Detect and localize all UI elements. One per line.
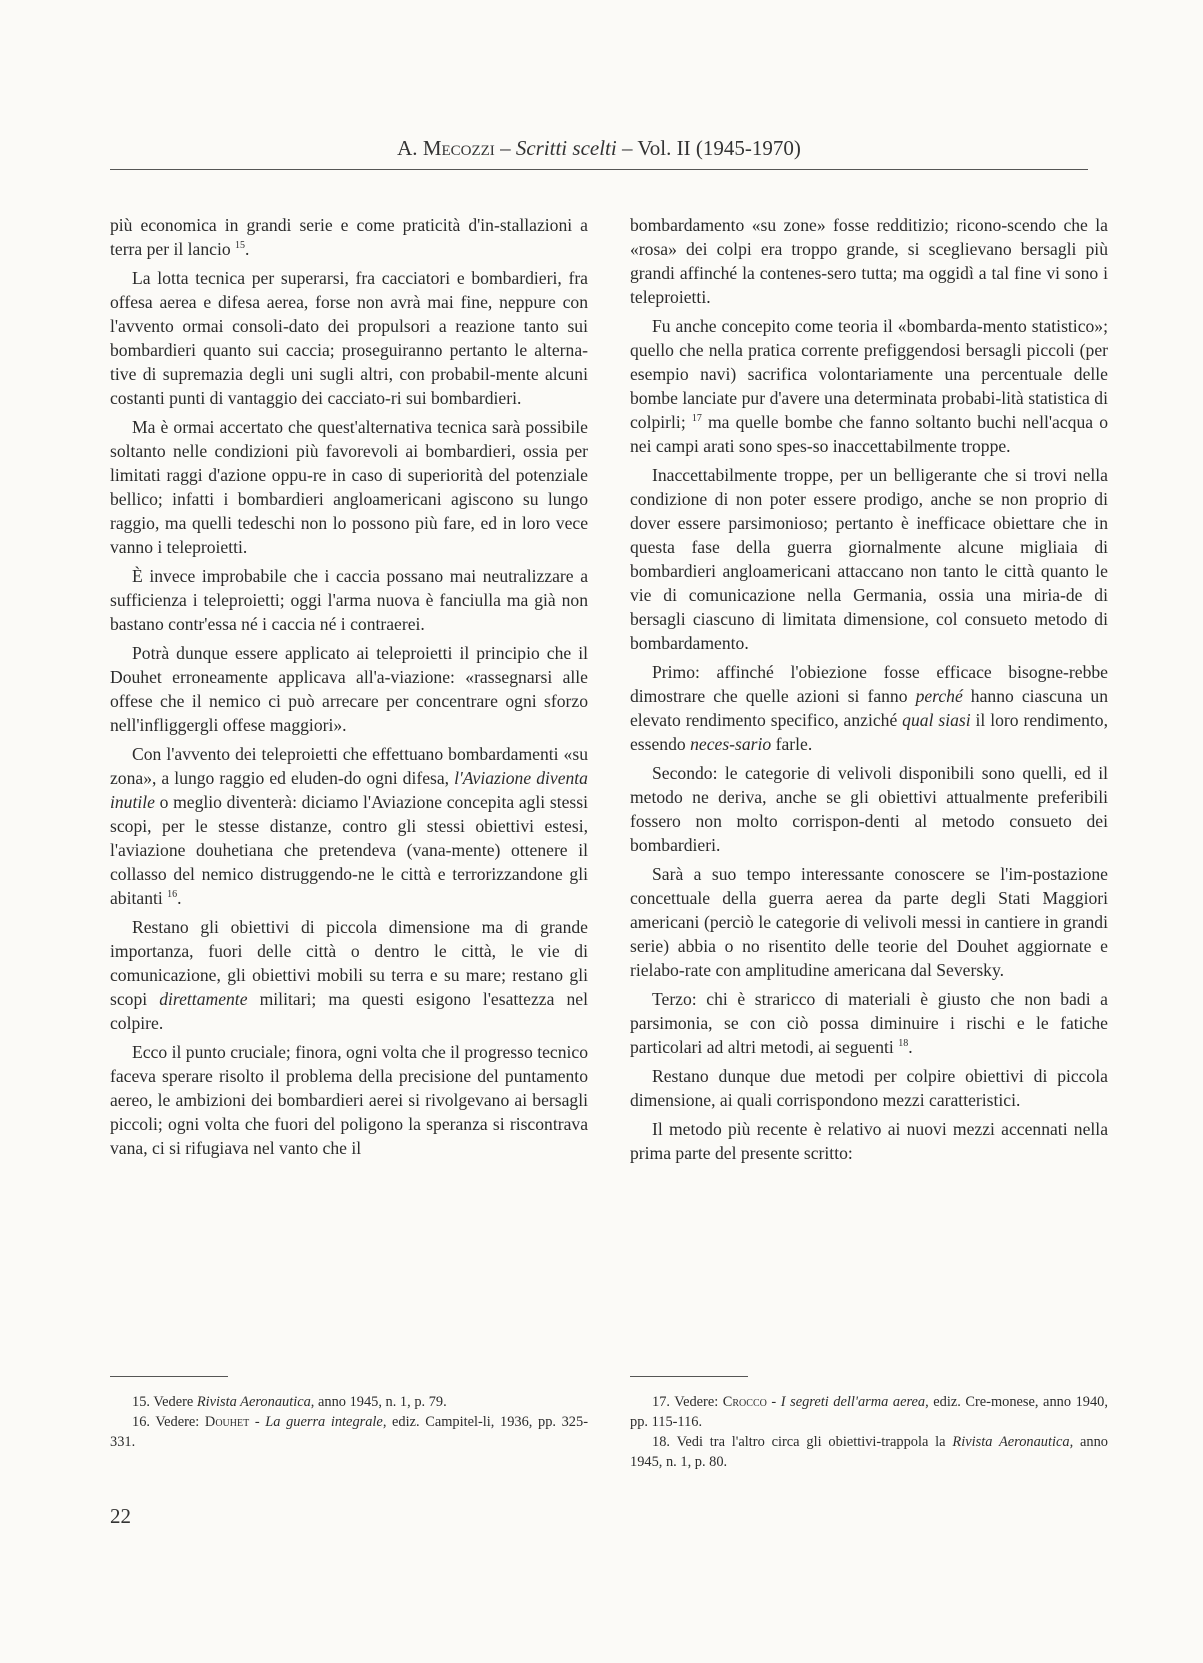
paragraph bbox=[630, 1064, 1108, 1112]
footnote bbox=[630, 1432, 1108, 1472]
text-run: ma quelle bombe che fanno soltanto buchi nell'acqua o nei campi arati sono spes-so inaccettabilmente troppe. bbox=[630, 412, 1109, 456]
paragraph bbox=[630, 987, 1108, 1059]
text-run: farle. bbox=[771, 734, 813, 754]
text-run: Ma è ormai accertato che quest'alternativa tecnica sarà possibile soltanto nelle condizioni più favorevoli ai bombardieri, ossia per limitati raggi d'azione oppu-re in caso di superiorità del potenziale bellico; infatti i bombardieri angloamericani agiscono su lungo raggio, ma quelli tedeschi non lo possono più fare, ed in loro vece vanno i teleproietti. bbox=[110, 417, 588, 557]
small-caps-text: Douhet bbox=[204, 1414, 250, 1430]
header-separator: – bbox=[494, 136, 516, 160]
header-volume: – Vol. II (1945-1970) bbox=[616, 136, 801, 160]
text-run: , ediz. Cre-monese, anno 1940, pp. 115-116. bbox=[630, 1394, 1108, 1430]
footnote-reference: 18 bbox=[898, 1038, 909, 1050]
footnote-reference: 17 bbox=[691, 413, 702, 425]
text-run: Potrà dunque essere applicato ai teleproietti il principio che il Douhet erroneamente applicava all'a-viazione: «rassegnarsi alle offese che il nemico ci può arrecare per concentrare ogni sforzo nell'infliggergli offese maggiori». bbox=[110, 643, 588, 735]
paragraph bbox=[630, 862, 1108, 982]
paragraph bbox=[110, 415, 588, 559]
paragraph bbox=[630, 761, 1108, 857]
text-run: bombardamento «su zone» fosse redditizio; ricono-scendo che la «rosa» dei colpi era troppo grande, si sceglievano bersagli più grandi affinché la contenes-sero tutta; ma oggidì a tal fine vi sono i teleproietti. bbox=[630, 215, 1108, 307]
text-run: . bbox=[908, 1037, 913, 1057]
footnote-rule-right bbox=[630, 1376, 748, 1377]
footnotes-right bbox=[630, 1392, 1108, 1472]
small-caps-text: Crocco bbox=[722, 1394, 767, 1410]
paragraph bbox=[630, 213, 1108, 309]
text-run: militari; ma questi esigono l'esattezza nel colpire. bbox=[110, 989, 588, 1033]
paragraph bbox=[110, 742, 588, 910]
text-run: . bbox=[245, 239, 250, 259]
header-rule bbox=[110, 169, 1088, 170]
paragraph bbox=[630, 314, 1108, 458]
footnote bbox=[630, 1392, 1108, 1432]
italic-text: Rivista Aeronautica, bbox=[952, 1434, 1074, 1450]
paragraph bbox=[110, 1040, 588, 1160]
text-run: - bbox=[766, 1394, 781, 1410]
footnote-reference: 15 bbox=[235, 240, 246, 252]
paragraph bbox=[630, 660, 1108, 756]
text-run: Inaccettabilmente troppe, per un belligerante che si trovi nella condizione di non poter essere prodigo, anche se non proprio di dover essere parsimonioso; pertanto è inefficace obiettare che in questa fase della guerra giornalmente alcune migliaia di bombardieri angloamericani attaccano non tanto le città quanto le vie di comunicazione nella Germania, ossia una miria-de di bersagli ciascuno di limitata dimensione, col consueto metodo di bombardamento. bbox=[630, 465, 1108, 653]
text-run: Primo: affinché l'obiezione fosse efficace bisogne-rebbe dimostrare che quelle azioni si fanno bbox=[630, 662, 1108, 706]
text-run: Restano dunque due metodi per colpire obiettivi di piccola dimensione, ai quali corrispondono mezzi caratteristici. bbox=[630, 1066, 1108, 1110]
text-run: , anno 1945, n. 1, p. 79. bbox=[310, 1394, 447, 1410]
italic-text: neces-sario bbox=[690, 734, 772, 754]
paragraph bbox=[110, 915, 588, 1035]
text-run: 18. Vedi tra l'altro circa gli obiettivi-trappola la bbox=[652, 1434, 953, 1450]
footnote bbox=[110, 1392, 588, 1412]
page-number: 22 bbox=[110, 1504, 131, 1528]
text-run: Secondo: le categorie di velivoli disponibili sono quelli, ed il metodo ne deriva, anche se gli obiettivi attualmente preferibili fossero non molto corrispon-denti al metodo consueto dei bombardieri. bbox=[630, 763, 1108, 855]
text-run: o meglio diventerà: diciamo l'Aviazione concepita agli stessi scopi, per le stesse distanze, contro gli stessi obiettivi estesi, l'aviazione douhetiana che pretendeva (vana-mente) ottenere il collasso del nemico distruggendo-ne le città e terrorizzandone gli abitanti bbox=[110, 792, 588, 908]
footnote-rule-left bbox=[110, 1376, 228, 1377]
text-run: 17. Vedere: bbox=[652, 1394, 723, 1410]
italic-text: Rivista Aeronautica bbox=[196, 1394, 311, 1410]
paragraph bbox=[110, 266, 588, 410]
italic-text: I segreti dell'arma aerea bbox=[780, 1394, 926, 1410]
italic-text: qual siasi bbox=[902, 710, 971, 730]
italic-text: direttamente bbox=[159, 989, 248, 1009]
text-run: il loro rendimento, essendo bbox=[630, 710, 1108, 754]
italic-text: La guerra integrale bbox=[265, 1414, 383, 1430]
text-run: - bbox=[249, 1414, 266, 1430]
text-run: La lotta tecnica per superarsi, fra cacciatori e bombardieri, fra offesa aerea e difesa aerea, forse non avrà mai fine, neppure con l'avvento ormai consoli-dato dei propulsori a reazione tanto sui bombardieri quanto sui caccia; proseguiranno pertanto le alterna-tive di supremazia degli uni sugli altri, con probabil-mente alcuni costanti punti di vantaggio dei cacciato-ri sui bombardieri. bbox=[110, 268, 588, 408]
text-run: Restano gli obiettivi di piccola dimensione ma di grande importanza, fuori delle città o dentro le città, le vie di comunicazione, gli obiettivi mobili su terra e su mare; restano gli scopi bbox=[110, 917, 588, 1009]
text-run: Ecco il punto cruciale; finora, ogni volta che il progresso tecnico faceva sperare risolto il problema della precisione del puntamento aereo, le ambizioni dei bombardieri aerei si rivolgevano ai bersagli piccoli; ogni volta che fuori del poligono la speranza si riscontrava vana, ci si rifugiava nel vanto che il bbox=[110, 1042, 588, 1158]
paragraph bbox=[110, 641, 588, 737]
footnotes-left bbox=[110, 1392, 588, 1452]
text-run: Fu anche concepito come teoria il «bombarda-mento statistico»; quello che nella pratica corrente prefiggendosi bersagli piccoli (per esempio navi) sacrifica volontariamente una percentuale delle bombe lanciate pur d'avere una determinata probabi-lità statistica di colpirli; bbox=[630, 316, 1108, 432]
right-column bbox=[630, 213, 1108, 1165]
paragraph bbox=[630, 1117, 1108, 1165]
text-run: Sarà a suo tempo interessante conoscere se l'im-postazione concettuale della guerra aerea da parte degli Stati Maggiori americani (perciò le categorie di velivoli messi in cantiere in grandi serie) abbia o no risentito delle teorie del Douhet aggiornate e rielabo-rate con amplitudine americana dal Seversky. bbox=[630, 864, 1108, 980]
header-author-initial: A. bbox=[397, 136, 418, 160]
text-run: anno 1945, n. 1, p. 80. bbox=[630, 1434, 1109, 1470]
text-run: È invece improbabile che i caccia possano mai neutralizzare a sufficienza i teleproietti; oggi l'arma nuova è fanciulla ma già non bastano contr'essa né i caccia né i contraerei. bbox=[110, 566, 588, 634]
paragraph bbox=[110, 213, 588, 261]
text-run: Terzo: chi è straricco di materiali è giusto che non badi a parsimonia, se con ciò possa diminuire i rischi e le fatiche particolari ad altri metodi, ai seguenti bbox=[630, 989, 1108, 1057]
footnote bbox=[110, 1412, 588, 1452]
paragraph bbox=[110, 564, 588, 636]
text-run: Il metodo più recente è relativo ai nuovi mezzi accennati nella prima parte del presente scritto: bbox=[630, 1119, 1108, 1163]
running-header bbox=[110, 136, 1088, 161]
text-run: 16. Vedere: bbox=[132, 1414, 205, 1430]
text-run: Con l'avvento dei teleproietti che effettuano bombardamenti «su zona», a lungo raggio ed eluden-do ogni difesa, bbox=[110, 744, 588, 788]
italic-text: l'Aviazione diventa inutile bbox=[110, 768, 588, 812]
left-column bbox=[110, 213, 588, 1160]
header-book-title: Scritti scelti bbox=[515, 136, 617, 160]
text-run: più economica in grandi serie e come praticità d'in-stallazioni a terra per il lancio bbox=[110, 215, 588, 259]
text-run: . bbox=[177, 888, 182, 908]
footnote-reference: 16 bbox=[167, 889, 178, 901]
paragraph bbox=[630, 463, 1108, 655]
text-run: hanno ciascuna un elevato rendimento specifico, anziché bbox=[630, 686, 1109, 730]
text-run: 15. Vedere bbox=[132, 1394, 197, 1410]
italic-text: perché bbox=[915, 686, 963, 706]
text-run: , ediz. Campitel-li, 1936, pp. 325-331. bbox=[110, 1414, 588, 1450]
header-author-surname: Mecozzi bbox=[422, 136, 495, 160]
